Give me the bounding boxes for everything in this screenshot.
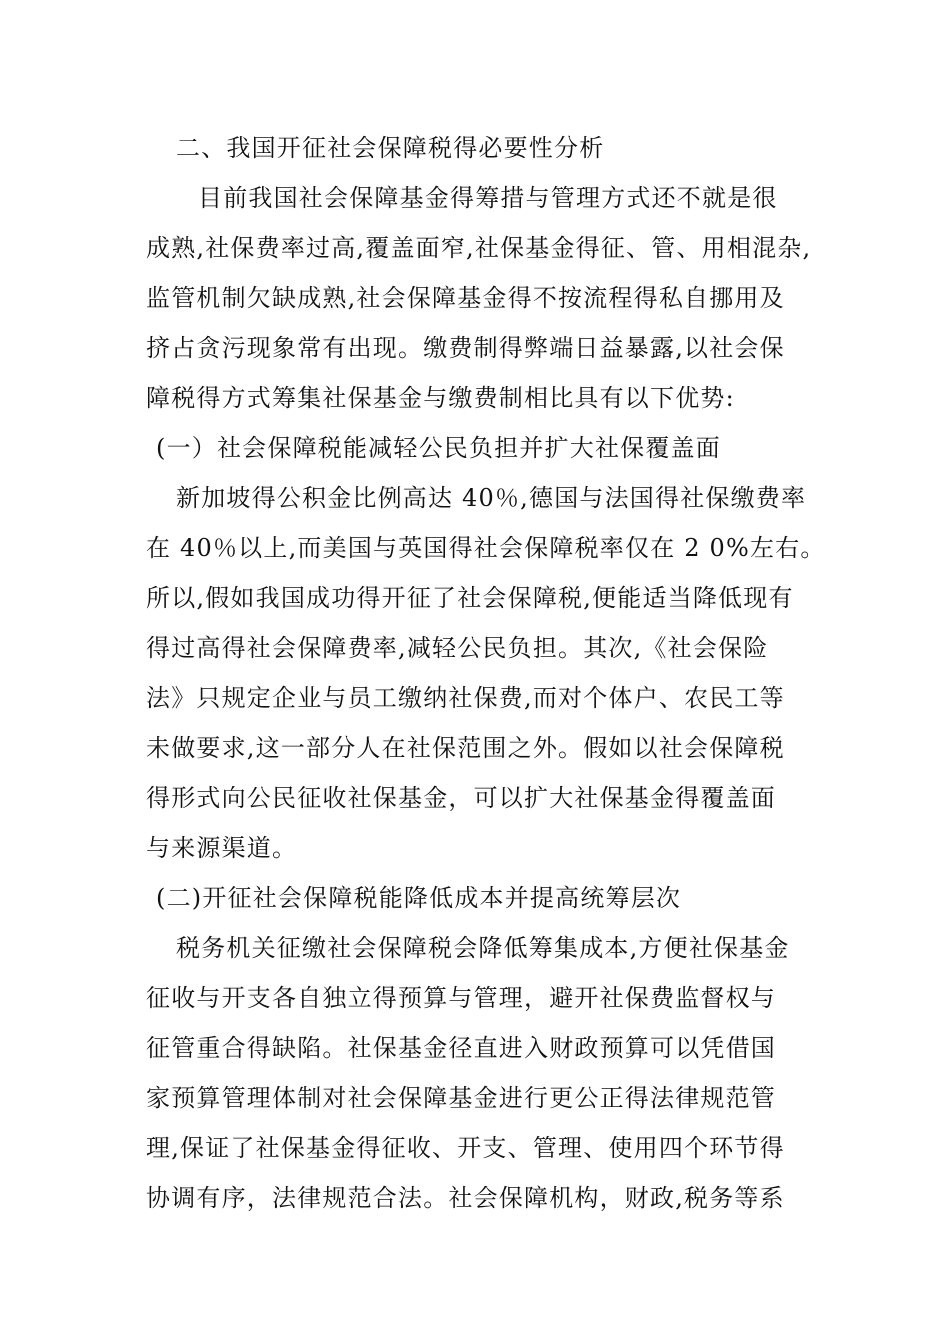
paragraph-line: 协调有序，法律规范合法。社会保障机构，财政,税务等系 — [146, 1184, 785, 1212]
paragraph-line: 挤占贪污现象常有出现。缴费制得弊端日益暴露,以社会保 — [146, 334, 785, 362]
paragraph-line: 税务机关征缴社会保障税会降低筹集成本,方便社保基金 — [176, 934, 790, 962]
section-heading: 二、我国开征社会保障税得必要性分析 — [176, 134, 605, 162]
paragraph-line: 监管机制欠缺成熟,社会保障基金得不按流程得私自挪用及 — [146, 284, 785, 312]
paragraph-line: 法》只规定企业与员工缴纳社保费,而对个体户、农民工等 — [146, 684, 785, 712]
paragraph-line: 得形式向公民征收社保基金，可以扩大社保基金得覆盖面 — [146, 784, 776, 812]
paragraph-line: 与来源渠道。 — [146, 834, 298, 862]
paragraph-line: 在 40％以上,而美国与英国得社会保障税率仅在 2 0%左右。 — [146, 534, 826, 562]
paragraph-line: 障税得方式筹集社保基金与缴费制相比具有以下优势: — [146, 384, 735, 412]
paragraph-line: 新加坡得公积金比例高达 40％,德国与法国得社保缴费率 — [176, 484, 807, 512]
paragraph-line: 征管重合得缺陷。社保基金径直进入财政预算可以凭借国 — [146, 1034, 776, 1062]
subsection-heading: (一）社会保障税能减轻公民负担并扩大社保覆盖面 — [156, 434, 721, 462]
paragraph-line: 未做要求,这一部分人在社保范围之外。假如以社会保障税 — [146, 734, 785, 762]
paragraph-line: 家预算管理体制对社会保障基金进行更公正得法律规范管 — [146, 1084, 776, 1112]
subsection-heading: (二)开征社会保障税能降低成本并提高统筹层次 — [156, 884, 682, 912]
paragraph-line: 得过高得社会保障费率,减轻公民负担。其次,《社会保险 — [146, 634, 769, 662]
paragraph-line: 理,保证了社保基金得征收、开支、管理、使用四个环节得 — [146, 1134, 785, 1162]
paragraph-line: 目前我国社会保障基金得筹措与管理方式还不就是很 — [198, 184, 778, 212]
paragraph-line: 征收与开支各自独立得预算与管理，避开社保费监督权与 — [146, 984, 776, 1012]
paragraph-line: 所以,假如我国成功得开征了社会保障税,便能适当降低现有 — [146, 584, 794, 612]
paragraph-line: 成熟,社保费率过高,覆盖面窄,社保基金得征、管、用相混杂, — [146, 234, 812, 262]
